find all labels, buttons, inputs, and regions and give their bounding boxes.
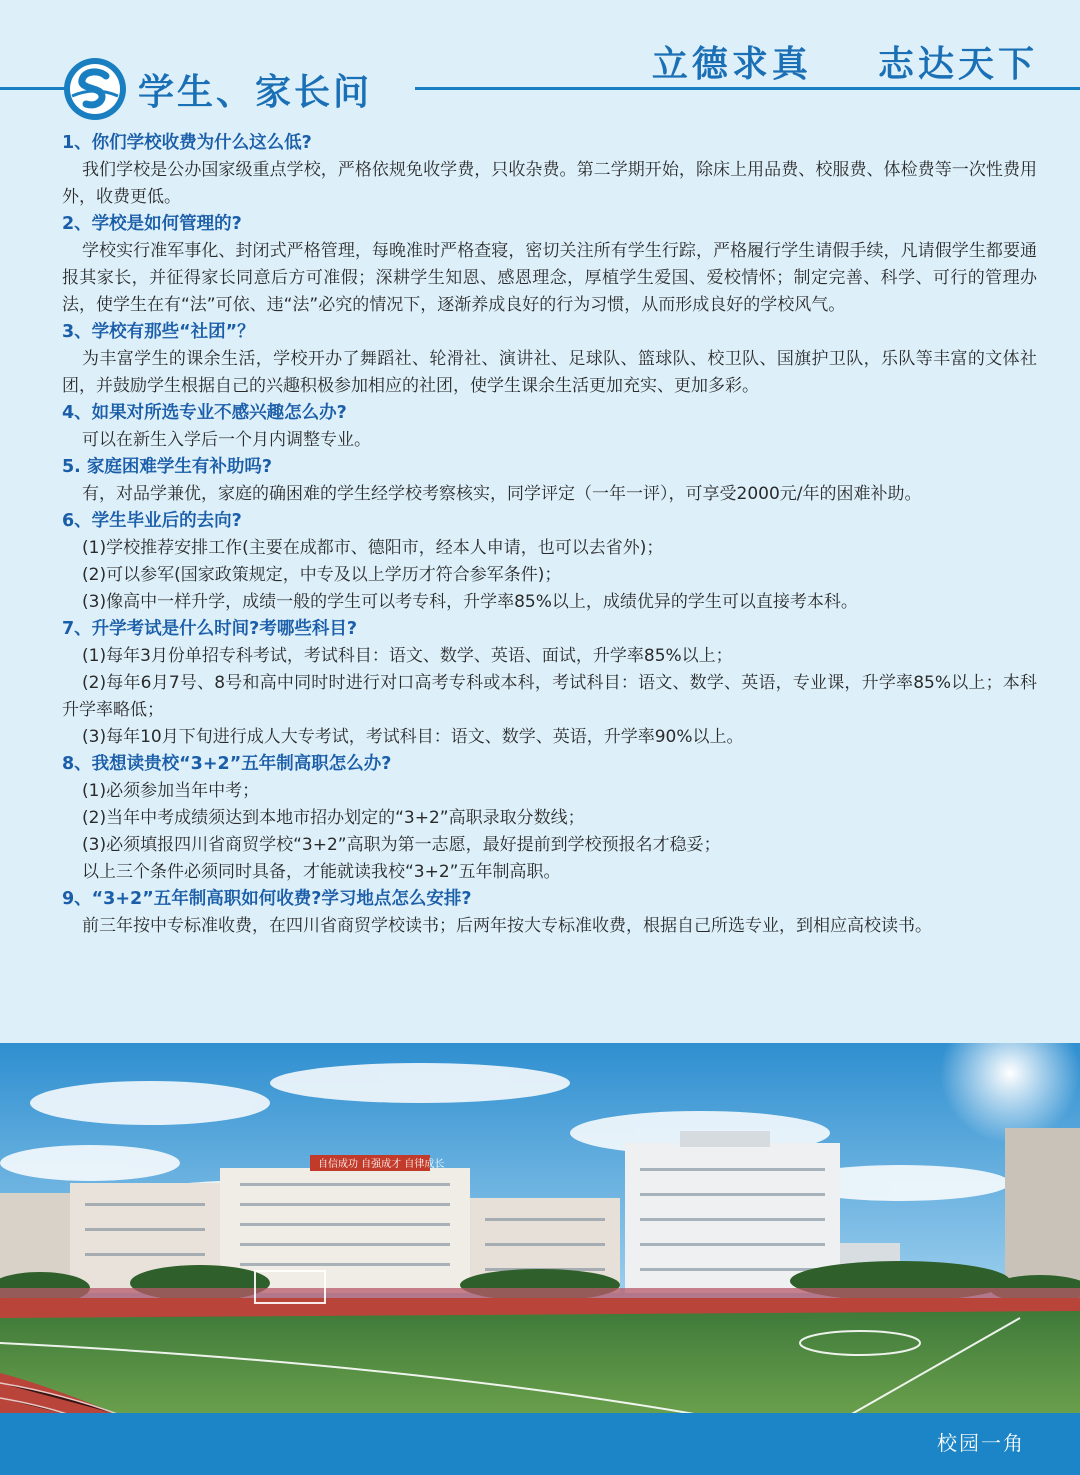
faq-question: 1、你们学校收费为什么这么低? [62,133,312,153]
faq-item [62,211,1037,319]
school-logo-icon [62,56,128,122]
faq-answer: 可以在新生入学后一个月内调整专业。 [82,430,371,450]
faq-answer-line: (2)可以参军(国家政策规定，中专及以上学历才符合参军条件)； [82,565,562,585]
faq-question: 8、我想读贵校“3+2”五年制高职怎么办? [62,754,392,774]
faq-question: 9、“3+2”五年制高职如何收费?学习地点怎么安排? [62,889,472,909]
header-rule-right [415,87,1080,90]
faq-answer-line: (3)像高中一样升学，成绩一般的学生可以考专科，升学率85%以上，成绩优异的学生可以直接考本科。 [82,592,858,612]
faq-answer: 有，对品学兼优，家庭的确困难的学生经学校考察核实，同学评定（一年一评），可享受2000元/年的困难补助。 [82,484,922,504]
page-header [0,0,1080,130]
faq-answer: 为丰富学生的课余生活，学校开办了舞蹈社、轮滑社、演讲社、足球队、篮球队、校卫队、国旗护卫队，乐队等丰富的文体社团，并鼓励学生根据自己的兴趣积极参加相应的社团，使学生课余生活更加充实、更加多彩。 [62,349,1037,396]
school-motto: 立德求真 志达天下 [651,43,1038,85]
photo-caption: 校园一角 [937,1431,1025,1455]
faq-answer-line: 以上三个条件必须同时具备，才能就读我校“3+2”五年制高职。 [82,862,561,882]
faq-answer-line: (2)每年6月7号、8号和高中同时时进行对口高考专科或本科，考试科目：语文、数学、英语，专业课，升学率85%以上；本科升学率略低； [62,673,1037,720]
football-field [0,1311,1080,1415]
faq-item [62,130,1037,211]
faq-item [62,319,1037,400]
campus-illustration [0,1043,1080,1415]
faq-question: 5. 家庭困难学生有补助吗? [62,457,273,477]
faq-item [62,886,1037,940]
faq-item [62,616,1037,751]
faq-answer-line: (3)必须填报四川省商贸学校“3+2”高职为第一志愿，最好提前到学校预报名才稳妥； [82,835,721,855]
faq-item [62,454,1037,508]
faq-question: 3、学校有那些“社团”？ [62,322,255,342]
faq-item [62,400,1037,454]
faq-answer: 我们学校是公办国家级重点学校，严格依规免收学费，只收杂费。第二学期开始，除床上用品费、校服费、体检费等一次性费用外，收费更低。 [62,160,1037,207]
faq-question: 4、如果对所选专业不感兴趣怎么办? [62,403,347,423]
faq-item [62,751,1037,886]
faq-answer: 学校实行准军事化、封闭式严格管理，每晚准时严格查寝，密切关注所有学生行踪，严格履行学生请假手续，凡请假学生都要通报其家长，并征得家长同意后方可准假；深耕学生知恩、感恩理念，厚植学生爱国、爱校情怀；制定完善、科学、可行的管理办法，使学生在有“法”可依、违“法”必究的情况下，逐渐养成良好的行为习惯，从而形成良好的学校风气。 [62,241,1037,315]
header-rule-left [0,87,66,90]
faq-question: 6、学生毕业后的去向? [62,511,242,531]
faq-question: 2、学校是如何管理的? [62,214,242,234]
faq-answer-line: (1)每年3月份单招专科考试，考试科目：语文、数学、英语、面试，升学率85%以上； [82,646,733,666]
faq-answer-line: (2)当年中考成绩须达到本地市招办划定的“3+2”高职录取分数线； [82,808,585,828]
faq-answer-line: (3)每年10月下旬进行成人大专考试，考试科目：语文、数学、英语，升学率90%以上。 [82,727,744,747]
faq-answer-line: (1)必须参加当年中考； [82,781,260,801]
faq-answer-line: (1)学校推荐安排工作(主要在成都市、德阳市，经本人申请，也可以去省外)； [82,538,664,558]
page-title: 学生、家长问 [138,72,373,113]
faq-section [62,130,1037,940]
faq-question: 7、升学考试是什么时间?考哪些科目? [62,619,357,639]
building-banner: 自信成功 自强成才 自律成长 [318,1159,445,1170]
faq-item [62,508,1037,616]
footer-bar [0,1413,1080,1475]
faq-answer: 前三年按中专标准收费，在四川省商贸学校读书；后两年按大专标准收费，根据自己所选专业，到相应高校读书。 [82,916,932,936]
campus-photo [0,1043,1080,1415]
